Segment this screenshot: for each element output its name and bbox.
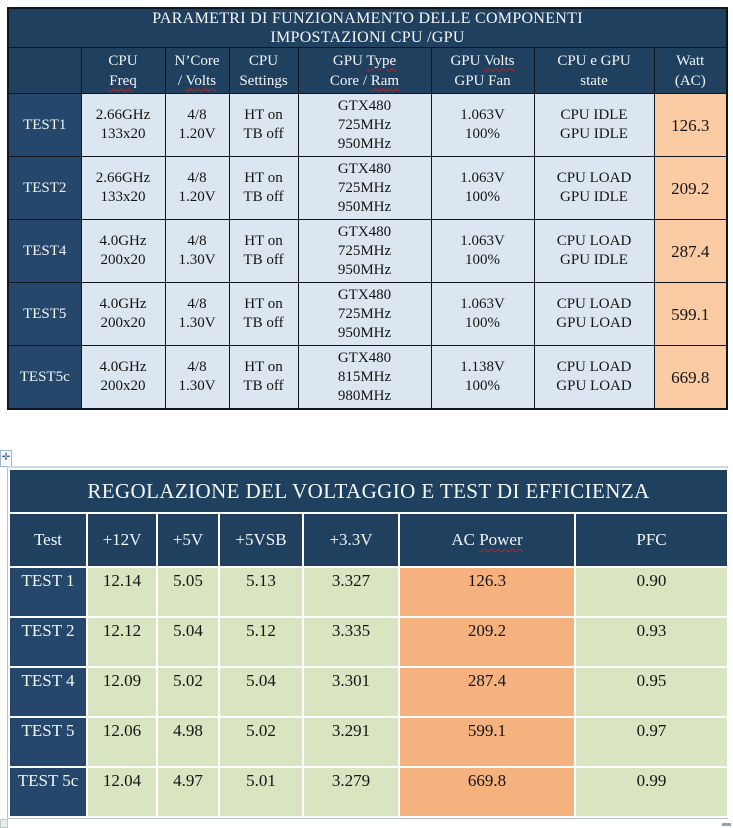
5v-cell: 4.97: [157, 767, 219, 817]
ncore-volts-cell: 4/8 1.30V: [165, 283, 229, 346]
watt-cell: 209.2: [654, 157, 727, 220]
gpu-volts-fan-cell: 1.063V 100%: [431, 283, 534, 346]
test-label-cell: TEST 4: [9, 667, 87, 717]
table-row: [8, 94, 727, 157]
cpu-freq-cell: 2.66GHz 133x20: [81, 94, 165, 157]
12v-cell: 12.06: [87, 717, 157, 767]
table2-header-pfc: PFC: [575, 513, 728, 567]
cpu-freq-cell: 4.0GHz 200x20: [81, 346, 165, 410]
12v-cell: 12.14: [87, 567, 157, 617]
table1-title-line2: IMPOSTAZIONI CPU /GPU: [270, 29, 465, 46]
cpu-settings-cell: HT on TB off: [229, 94, 298, 157]
table2-header-test: Test: [9, 513, 87, 567]
5vsb-cell: 5.12: [219, 617, 303, 667]
5vsb-cell: 5.02: [219, 717, 303, 767]
table1-title: [8, 8, 727, 48]
table1-header-cpu-freq: [81, 48, 165, 94]
cpu-gpu-state-cell: CPU LOAD GPU LOAD: [534, 283, 654, 346]
cpu-settings-cell: HT on TB off: [229, 220, 298, 283]
test-label-cell: TEST2: [8, 157, 81, 220]
cpu-freq-cell: 2.66GHz 133x20: [81, 157, 165, 220]
table2-title: REGOLAZIONE DEL VOLTAGGIO E TEST DI EFFICIENZA: [9, 469, 728, 513]
move-handle-glyph: ✛: [1, 452, 11, 463]
table-row: [9, 617, 728, 667]
cpu-freq-cell: 4.0GHz 200x20: [81, 220, 165, 283]
table1-header-gpu-volts-fan: [431, 48, 534, 94]
header-line: CPU e GPU: [557, 52, 631, 69]
header-line: / Volts: [177, 72, 217, 89]
12v-cell: 12.12: [87, 617, 157, 667]
header-line-misspelled: Freq: [109, 72, 137, 89]
header-line: (AC): [674, 72, 706, 89]
test-label-cell: TEST4: [8, 220, 81, 283]
table-row: [9, 767, 728, 817]
table2-header-5v: +5V: [157, 513, 219, 567]
header-line: Core / Ram: [329, 72, 400, 89]
cpu-freq-cell: 4.0GHz 200x20: [81, 283, 165, 346]
cpu-gpu-state-cell: CPU LOAD GPU IDLE: [534, 220, 654, 283]
cpu-settings-cell: HT on TB off: [229, 346, 298, 410]
gpu-volts-fan-cell: 1.063V 100%: [431, 220, 534, 283]
test-label-cell: TEST 2: [9, 617, 87, 667]
12v-cell: 12.09: [87, 667, 157, 717]
5vsb-cell: 5.01: [219, 767, 303, 817]
5vsb-cell: 5.13: [219, 567, 303, 617]
gpu-type-cell: GTX480 725MHz 950MHz: [298, 157, 431, 220]
table-row: [8, 157, 727, 220]
gpu-type-cell: GTX480 725MHz 950MHz: [298, 94, 431, 157]
page-edge-artifact: [0, 819, 8, 828]
test-label-cell: TEST5: [8, 283, 81, 346]
5v-cell: 5.05: [157, 567, 219, 617]
ncore-volts-cell: 4/8 1.30V: [165, 220, 229, 283]
cpu-gpu-state-cell: CPU LOAD GPU IDLE: [534, 157, 654, 220]
gpu-volts-fan-cell: 1.063V 100%: [431, 94, 534, 157]
gpu-type-cell: GTX480 815MHz 980MHz: [298, 346, 431, 410]
table-resize-handle-icon[interactable]: [722, 823, 731, 826]
3-3v-cell: 3.301: [303, 667, 399, 717]
pfc-cell: 0.97: [575, 717, 728, 767]
voltage-regulation-table-wrapper: [7, 466, 728, 819]
table1-title-line1: PARAMETRI DI FUNZIONAMENTO DELLE COMPONENTI: [152, 10, 583, 27]
table-row: [8, 346, 727, 410]
test-label-cell: TEST5c: [8, 346, 81, 410]
misspelled-word: Type: [366, 52, 397, 69]
gpu-volts-fan-cell: 1.138V 100%: [431, 346, 534, 410]
5v-cell: 4.98: [157, 717, 219, 767]
table2-header-12v: +12V: [87, 513, 157, 567]
ac-power-cell: 599.1: [399, 717, 575, 767]
watt-cell: 126.3: [654, 94, 727, 157]
misspelled-word: Volts: [185, 72, 217, 89]
gpu-type-cell: GTX480 725MHz 950MHz: [298, 220, 431, 283]
cpu-gpu-state-cell: CPU IDLE GPU IDLE: [534, 94, 654, 157]
test-label-cell: TEST 5: [9, 717, 87, 767]
table-row: [9, 567, 728, 617]
3-3v-cell: 3.335: [303, 617, 399, 667]
3-3v-cell: 3.291: [303, 717, 399, 767]
misspelled-word: Ram: [370, 72, 400, 89]
header-line: N’Core: [174, 52, 220, 69]
cpu-gpu-state-cell: CPU LOAD GPU LOAD: [534, 346, 654, 410]
header-line: GPU Volts: [450, 52, 515, 69]
header-line: CPU: [108, 52, 138, 69]
misspelled-word: Power: [479, 530, 523, 549]
watt-cell: 599.1: [654, 283, 727, 346]
watt-cell: 669.8: [654, 346, 727, 410]
watt-cell: 287.4: [654, 220, 727, 283]
table-row: [8, 283, 727, 346]
5vsb-cell: 5.04: [219, 667, 303, 717]
pfc-cell: 0.95: [575, 667, 728, 717]
gpu-type-cell: GTX480 725MHz 950MHz: [298, 283, 431, 346]
ac-power-cell: 669.8: [399, 767, 575, 817]
pfc-cell: 0.93: [575, 617, 728, 667]
table1-corner-cell: [8, 48, 81, 94]
ncore-volts-cell: 4/8 1.20V: [165, 157, 229, 220]
table-move-handle-icon[interactable]: [0, 450, 12, 467]
table1-header-watt-ac: [654, 48, 727, 94]
test-label-cell: TEST1: [8, 94, 81, 157]
ac-power-cell: 209.2: [399, 617, 575, 667]
pfc-cell: 0.90: [575, 567, 728, 617]
ncore-volts-cell: 4/8 1.20V: [165, 94, 229, 157]
pfc-cell: 0.99: [575, 767, 728, 817]
12v-cell: 12.04: [87, 767, 157, 817]
test-label-cell: TEST 1: [9, 567, 87, 617]
table-row: [9, 667, 728, 717]
table2-header-5vsb: +5VSB: [219, 513, 303, 567]
voltage-regulation-table: [8, 468, 729, 818]
header-line: Watt: [676, 52, 705, 69]
3-3v-cell: 3.327: [303, 567, 399, 617]
table2-header-3-3v: +3.3V: [303, 513, 399, 567]
5v-cell: 5.02: [157, 667, 219, 717]
misspelled-word: Volts: [483, 52, 515, 69]
header-line: GPU Type: [332, 52, 397, 69]
5v-cell: 5.04: [157, 617, 219, 667]
cpu-settings-cell: HT on TB off: [229, 157, 298, 220]
table-row: [9, 717, 728, 767]
table-row: [8, 220, 727, 283]
table1-header-cpu-settings: [229, 48, 298, 94]
header-line: Settings: [239, 72, 288, 89]
header-line: GPU Fan: [454, 72, 511, 89]
table1-header-cpu-gpu-state: [534, 48, 654, 94]
cpu-settings-cell: HT on TB off: [229, 283, 298, 346]
table1-header-ncore-volts: [165, 48, 229, 94]
table1-header-gpu-type: [298, 48, 431, 94]
ac-power-cell: 287.4: [399, 667, 575, 717]
3-3v-cell: 3.279: [303, 767, 399, 817]
cpu-gpu-parameters-table: [7, 7, 728, 410]
test-label-cell: TEST 5c: [9, 767, 87, 817]
gpu-volts-fan-cell: 1.063V 100%: [431, 157, 534, 220]
ac-power-cell: 126.3: [399, 567, 575, 617]
header-line: CPU: [248, 52, 279, 69]
header-line: state: [580, 72, 608, 89]
table2-header-ac-power: AC Power: [399, 513, 575, 567]
ncore-volts-cell: 4/8 1.30V: [165, 346, 229, 410]
